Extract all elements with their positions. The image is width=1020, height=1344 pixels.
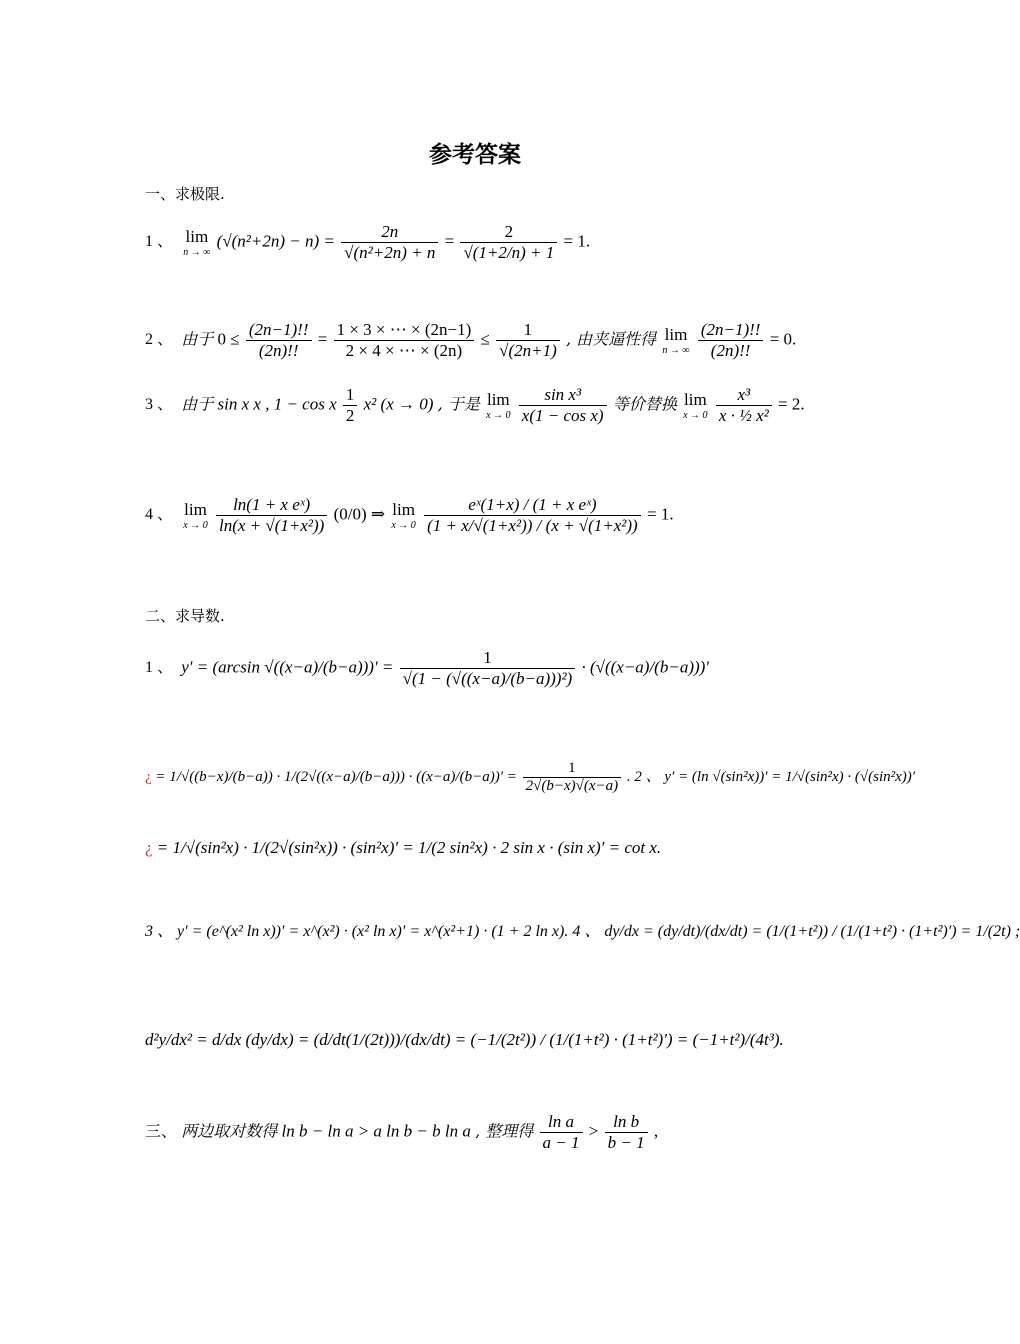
explanation-text: 由于 [181,394,214,414]
fraction: $\frac{1}{2√(b-x)√(x-a)}$ [523,760,622,795]
fraction: $\frac{1 \times 3 \times \cdots \times (2n-1)}{2 \times 4 \times \cdots \times (2n)}$ [334,320,475,361]
derivative-problem-1: 1 、 y′ = (arcsin √((x−a)/(b−a)))′ = $\frac{1}{\text{√(1 − (√((x−a)/(b−a)))²)}}$ · (√((x−a)/(b−a)))′ [145,648,710,688]
fraction: $\frac{(2n-1)!!}{(2n)!!}$ [246,320,312,361]
fraction: $\frac{\text{sin x³}}{\text{x(1 − cos x)}}$ [519,385,607,426]
derivative-problem-2-continued: ¿ = 1/√(sin²x) · 1/(2√(sin²x)) · (sin²x)′ = 1/(2 sin²x) · 2 sin x · (sin x)′ = cot x. [145,838,662,857]
derivative-problem-1-continued: ¿ = 1/√((b−x)/(b−a)) · 1/(2√((x−a)/(b−a))) · ((x−a)/(b−a))′ = $\frac{1}{2√(b-x)√(x-a)}$ . 2 、 y′ = (ln √(sin²x))′ = 1/√(sin²x) · (√(sin²x))′ [145,760,916,794]
fraction: $\frac{2n}{\text{√(n²+2n) + n}}$ [341,222,438,263]
limit-problem-4: 4 、 lim x → 0 $\frac{\text{ln(1 + x eˣ)}}{\text{ln(x + √(1+x²))}}$ (0/0) ⇒ lim x → 0 $\frac{\text{eˣ(1+x) / (1 + x eˣ)}}{\text{(1 + x/√(1+x²)) / (x + √(1+x²))}}$ = 1. [145,495,674,535]
formula-result: = 1. [563,231,591,251]
fraction: $\frac{\text{x³}}{\text{x · ½ x²}}$ [716,385,772,426]
formula-part: (√(n²+2n) − n) = [216,231,340,251]
fraction: $\frac{\text{ln a}}{a - 1}$ [540,1112,583,1153]
section-heading-limits: 一、求极限. [145,185,225,203]
item-number: 3 、 [145,396,174,414]
fraction: $\frac{\text{ln(1 + x eˣ)}}{\text{ln(x + √(1+x²))}}$ [216,495,327,536]
explanation-text: 两边取对数得 [181,1121,278,1141]
section-3-proof: 三、 两边取对数得 ln b − ln a > a ln b − b ln a , 整理得 $\frac{\text{ln a}}{a - 1}$ > $\frac{\text{ln b}}{b - 1}$ , [145,1112,659,1152]
derivative-problem-3: 3 、 y′ = (e^(x² ln x))′ = x^(x²) · (x² ln x)′ = x^(x²+1) · (1 + 2 ln x). 4 、 dy/dx = (dy/dt)/(dx/dt) = (1/(1+t²)) / (1/(1+t²) · (1+t²)′) = 1/(2t) ; [145,923,1020,940]
limit-problem-3: 3 、 由于 sin x x , 1 − cos x $\frac{1}{2}$ x² (x → 0) , 于是 lim x → 0 $\frac{\text{sin x³}}{\text{x(1 − cos x)}}$ 等价替换 lim x → 0 $\frac{\text{x³}}{\text{x · ½ x²}}$ = 2. [145,385,805,425]
item-number: 2 、 [145,331,174,349]
section-heading-derivatives: 二、求导数. [145,607,225,625]
limit-problem-2: 2 、 由于 0 ≤ $\frac{(2n-1)!!}{(2n)!!}$ = $\frac{1 \times 3 \times \cdots \times (2n-1)}{2 \times 4 \times \cdots \times (2n)}$ ≤ $\frac{1}{√(2n+1)}$ , 由夹逼性得 lim n → ∞ $\frac{(2n-1)!!}{(2n)!!}$ = 0. [145,320,797,360]
page-title: 参考答案 [429,142,521,168]
explanation-text: , 由夹逼性得 [565,329,657,349]
limit-problem-1: 1 、 lim n → ∞ (√(n²+2n) − n) = $\frac{2n}{\text{√(n²+2n) + n}}$ = $\frac{2}{√(1+2/n) + 1}$ = 1. [145,222,591,262]
item-number: 4 、 [145,506,174,524]
fraction: $\frac{\text{ln b}}{b - 1}$ [605,1112,648,1153]
lim-operator: lim n → ∞ [183,226,211,258]
fraction: $\frac{1}{√(2n+1)}$ [496,320,560,361]
item-number: 1 、 [145,233,174,251]
explanation-text: 等价替换 [612,394,677,414]
fraction: $\frac{\text{eˣ(1+x) / (1 + x eˣ)}}{\text{(1 + x/√(1+x²)) / (x + √(1+x²))}}$ [424,495,641,536]
fraction: $\frac{2}{√(1+2/n) + 1}$ [460,222,557,263]
item-number: 1 、 [145,659,174,677]
fraction: $\frac{1}{2}$ [343,385,358,426]
explanation-text: , 于是 [437,394,480,414]
explanation-text: 由于 [181,329,214,349]
section-heading-proof: 三、 [145,1121,178,1141]
explanation-text: , 整理得 [475,1121,534,1141]
derivative-problem-4-second-derivative: d²y/dx² = d/dx (dy/dx) = (d/dt(1/(2t)))/(dx/dt) = (−1/(2t²)) / (1/(1+t²) · (1+t²)′) = (−1+t²)/(4t³). [145,1030,784,1049]
fraction: $\frac{1}{\text{√(1 − (√((x−a)/(b−a)))²)}}$ [400,648,576,689]
